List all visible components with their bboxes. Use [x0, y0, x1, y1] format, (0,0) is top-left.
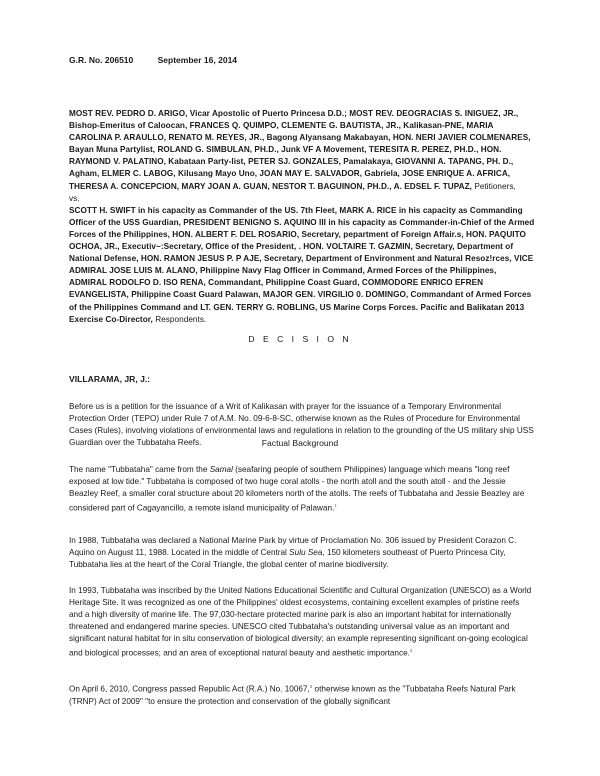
- respondents-names: SCOTT H. SWIFT in his capacity as Commander of the US. 7th Fleet, MARK A. RICE in his capacity as Commanding Officer of the USS Guardian, PRESIDENT BENIGNO S. AQUINO III in his capacity as Commander-in-Chief of the Armed Forces of the Philippines, HON. ALBERT F. DEL ROSARIO, Secretary, pepartment of Foreign Affair.s, HON. PAQUITO OCHOA, JR., Executiv~:Secretary, Office of the President, . HON. VOLTAIRE T. GAZMIN, Secretary, Department of National Defense, HON. RAMON JESUS P. P AJE, Secretary, Department of Environment and Natural Resoz!rces, VICE ADMIRAL JOSE LUIS M. ALANO, Philippine Navy Flag Officer in Command, Armed Forces of the Philippines, ADMIRAL RODOLFO D. ISO RENA, Commandant, Philippine Coast Guard, COMMODORE ENRICO EFREN EVANGELISTA, Philippine Coast Guard Palawan, MAJOR GEN. VIRGILIO 0. DOMINGO, Commandant of Armed Forces of the Philippines Command and LT. GEN. TERRY G. ROBLING, US Marine Corps Forces. Pacific and Balikatan 2013 Exercise Co-Director,: [69, 205, 535, 324]
- paragraph-text: , 150 kilometers southeast of Puerto Princesa City, Tubbataha lies at the heart of the Coral Triangle, the global center of marine biodiversity.: [69, 547, 506, 569]
- petitioners-role: Petitioners,: [474, 181, 516, 191]
- paragraph-tubbataha-name: [69, 464, 535, 514]
- section-heading: Factual Background: [261, 438, 339, 448]
- footnote-marker[interactable]: 3: [309, 684, 313, 689]
- footnote-marker[interactable]: 2: [409, 647, 413, 653]
- case-header: [69, 55, 237, 65]
- paragraph-1993: [69, 585, 535, 659]
- paragraph-text: On April 6, 2010, Congress passed Republic Act (R.A.) No. 10067,: [69, 684, 310, 694]
- italic-term: Samal: [209, 465, 233, 474]
- decision-title: D E C I S I O N: [248, 334, 352, 344]
- paragraph-text: otherwise known as the "Tubbataha Reefs Natural Park (TRNP) Act of 2009" "to ensure the protection and conservation of the globally significant: [69, 684, 516, 706]
- paragraph-text: In 1988, Tubbataha was declared a National Marine Park by virtue of Proclamation No. 306 issued by President Corazon C. Aquino on August 11, 1988. Located in the middle of Central: [69, 536, 517, 557]
- case-parties: [69, 108, 535, 326]
- paragraph-2010: [69, 681, 535, 708]
- italic-term: Sulu Sea: [289, 547, 323, 557]
- gr-number: G.R. No. 206510: [69, 55, 134, 65]
- respondents-role: Respondents.: [155, 314, 207, 324]
- decision-date: September 16, 2014: [157, 55, 238, 65]
- paragraph-text: The name "Tubbataha" came from the: [69, 465, 210, 474]
- paragraph-text: In 1993, Tubbataha was inscribed by the United Nations Educational Scientific and Cultural Organization (UNESCO) as a World Heritage Site. It was recognized as one of the Philippines' oldest ecosystems, containing excellent examples of pristine reefs and a high diversity of marine life. The 97,030-hectare protected marine park is also an important habitat for internationally threatened and endangered marine species. UNESCO cited Tubbataha's outstanding universal value as an important and significant natural habitat for in situ conservation of biological diversity; an example representing significant on-going ecological and biological processes; and an area of exceptional natural beauty and aesthetic importance.: [69, 586, 532, 658]
- paragraph-text: (seafaring people of southern Philippines) language which means "long reef exposed at low tide." Tubbataha is composed of two huge coral atolls - the north atoll and the south atoll - and the Jessie Beazley Reef, a smaller coral structure about 20 kilometers north of the atolls. The reefs of Tubbataha and Jessie Beazley are considered part of Cagayancillo, a remote island municipality of Palawan.: [69, 465, 525, 513]
- petitioners-names: MOST REV. PEDRO D. ARIGO, Vicar Apostolic of Puerto Princesa D.D.; MOST REV. DEOGRACIAS S. INIGUEZ, JR., Bishop-Emeritus of Caloocan, FRANCES Q. QUIMPO, CLEMENTE G. BAUTISTA, JR., Kalikasan-PNE, MARIA CAROLINA P. ARAULLO, RENATO M. REYES, JR., Bagong Alyansang Makabayan, HON. NERI JAVIER COLMENARES, Bayan Muna Partylist, ROLAND G. SIMBULAN, PH.D., Junk VF A Movement, TERESITA R. PEREZ, PH.D., HON. RAYMOND V. PALATINO, Kabataan Party-list, PETER SJ. GONZALES, Pamalakaya, GIOVANNI A. TAPANG, PH. D., Agham, ELMER C. LABOG, Kilusang Mayo Uno, JOAN MAY E. SALVADOR, Gabriela, JOSE ENRIQUE A. AFRICA, THERESA A. CONCEPCION, MARY JOAN A. GUAN, NESTOR T. BAGUINON, PH.D., A. EDSEL F. TUPAZ,: [69, 109, 531, 191]
- intro-paragraph: Before us is a petition for the issuance of a Writ of Kalikasan with prayer for the issuance of a Temporary Environmental Protection Order (TEPO) under Rule 7 of A.M. No. 09-6-8-SC, otherwise known as the Rules of Procedure for Environmental Cases (Rules), involving violations of environmental laws and regulations in relation to the grounding of the US military ship USS Guardian over the Tubbataha Reefs.: [69, 402, 534, 447]
- paragraph-1988: [69, 535, 535, 571]
- ponente: VILLARAMA, JR, J.:: [69, 374, 151, 384]
- footnote-marker[interactable]: 1: [334, 502, 337, 508]
- versus-label: vs.: [69, 193, 80, 203]
